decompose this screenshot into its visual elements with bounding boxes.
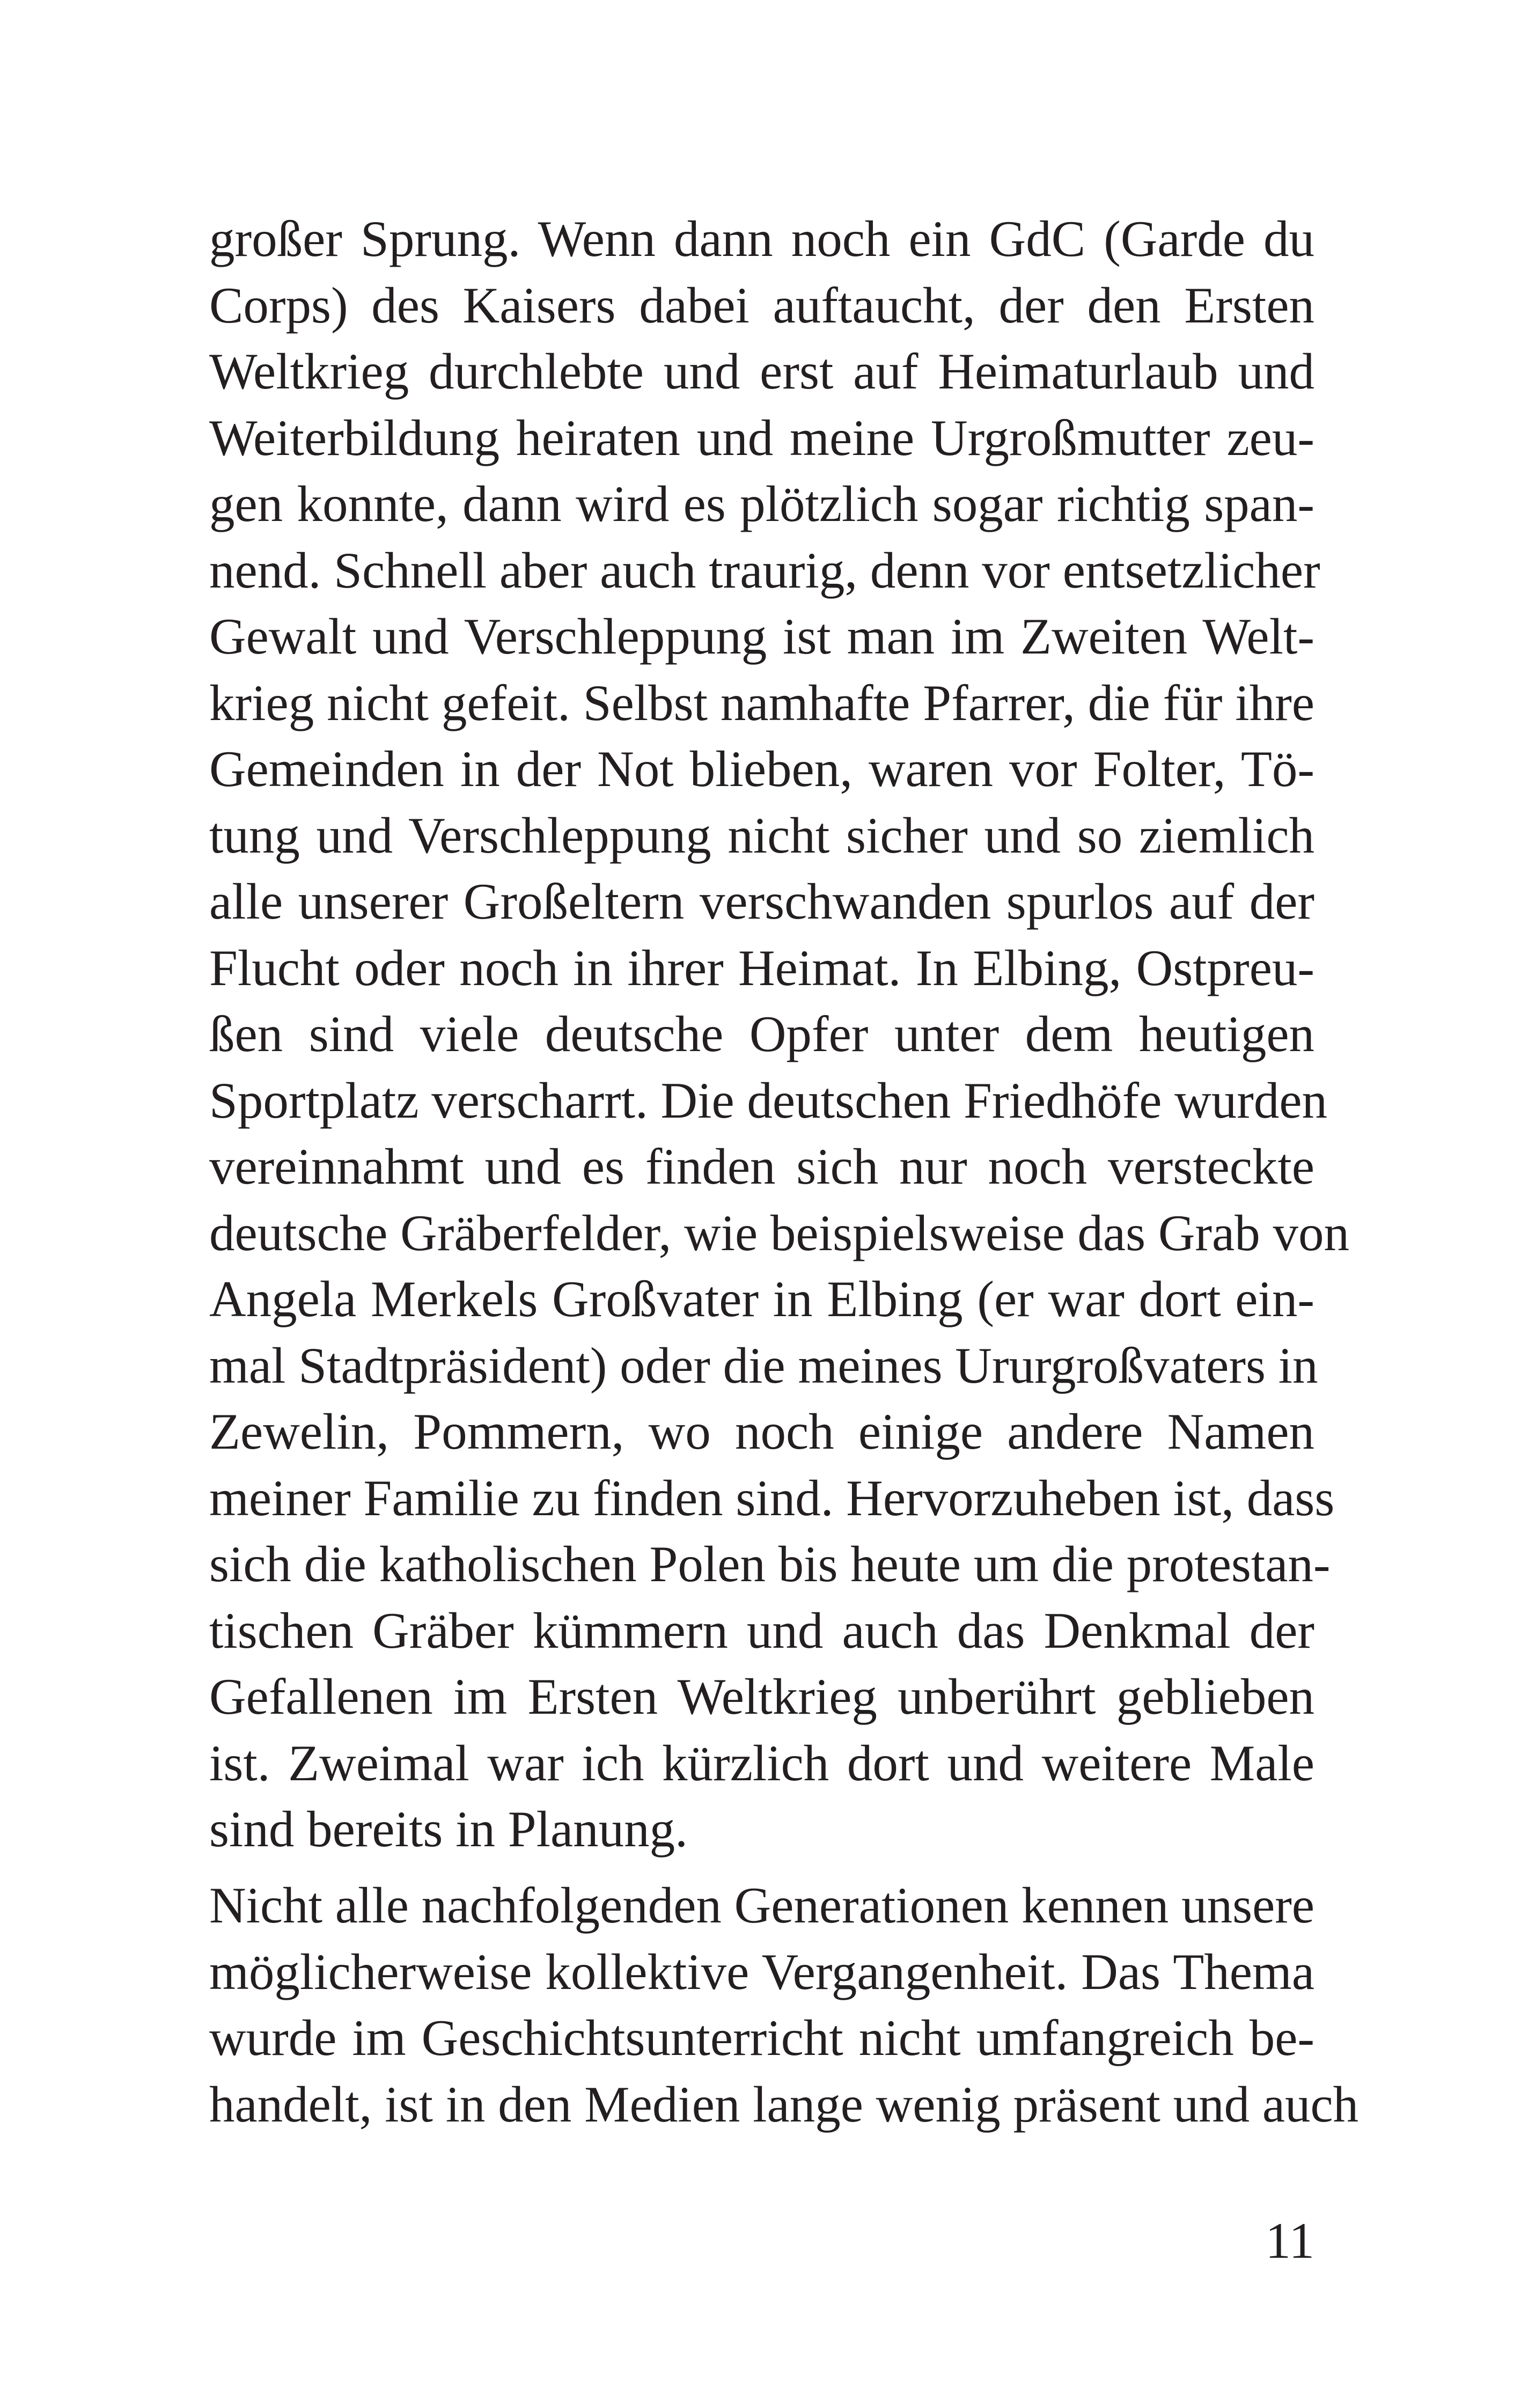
page-number: 11 — [1265, 2212, 1314, 2269]
text-line: Gewalt und Verschleppung ist man im Zweiten Welt- — [209, 608, 1314, 665]
text-line: Sportplatz verscharrt. Die deutschen Friedhöfe wurden — [209, 1071, 1328, 1129]
text-line: Weltkrieg durchlebte und erst auf Heimaturlaub und — [209, 343, 1314, 400]
text-line: alle unserer Großeltern verschwanden spurlos auf der — [209, 873, 1314, 930]
text-line: nend. Schnell aber auch traurig, denn vor entsetzlicher — [209, 541, 1320, 599]
text-line: Angela Merkels Großvater in Elbing (er war dort ein- — [209, 1271, 1314, 1327]
text-line: großer Sprung. Wenn dann noch ein GdC (Garde du — [209, 210, 1314, 267]
text-line: möglicherweise kollektive Vergangenheit. Das Thema — [209, 1943, 1314, 2000]
text-line: tung und Verschleppung nicht sicher und so ziemlich — [209, 806, 1314, 864]
text-line: gen konnte, dann wird es plötzlich sogar richtig span- — [209, 475, 1314, 532]
text-line: Flucht oder noch in ihrer Heimat. In Elbing, Ostpreu- — [209, 939, 1314, 996]
text-line: krieg nicht gefeit. Selbst namhafte Pfarrer, die für ihre — [209, 674, 1314, 731]
text-line: sich die katholischen Polen bis heute um die protestan- — [209, 1536, 1331, 1592]
text-line: Corps) des Kaisers dabei auftaucht, der den Ersten — [209, 276, 1314, 334]
text-line: Zewelin, Pommern, wo noch einige andere Namen — [209, 1403, 1314, 1460]
text-line: mal Stadtpräsident) oder die meines Ururgroßvaters in — [209, 1337, 1318, 1394]
text-line: Weiterbildung heiraten und meine Urgroßmutter zeu- — [209, 409, 1314, 466]
paragraph — [209, 1873, 1359, 2138]
paragraph — [209, 206, 1349, 1863]
text-line: ßen sind viele deutsche Opfer unter dem heutigen — [209, 1005, 1314, 1062]
text-line: ist. Zweimal war ich kürzlich dort und weitere Male — [209, 1734, 1314, 1792]
text-line: handelt, ist in den Medien lange wenig präsent und auch — [209, 2075, 1359, 2133]
text-line: sind bereits in Planung. — [209, 1801, 688, 1858]
text-line: Gemeinden in der Not blieben, waren vor Folter, Tö- — [209, 740, 1314, 797]
text-line: deutsche Gräberfelder, wie beispielsweise das Grab von — [209, 1204, 1349, 1261]
text-line: wurde im Geschichtsunterricht nicht umfangreich be- — [209, 2009, 1314, 2066]
text-line: meiner Familie zu finden sind. Hervorzuheben ist, dass — [209, 1469, 1335, 1526]
text-line: tischen Gräber kümmern und auch das Denkmal der — [209, 1602, 1314, 1659]
text-line: Nicht alle nachfolgenden Generationen kennen unsere — [209, 1877, 1315, 1934]
text-line: vereinnahmt und es finden sich nur noch versteckte — [209, 1138, 1314, 1195]
text-line: Gefallenen im Ersten Weltkrieg unberührt geblieben — [209, 1668, 1314, 1725]
